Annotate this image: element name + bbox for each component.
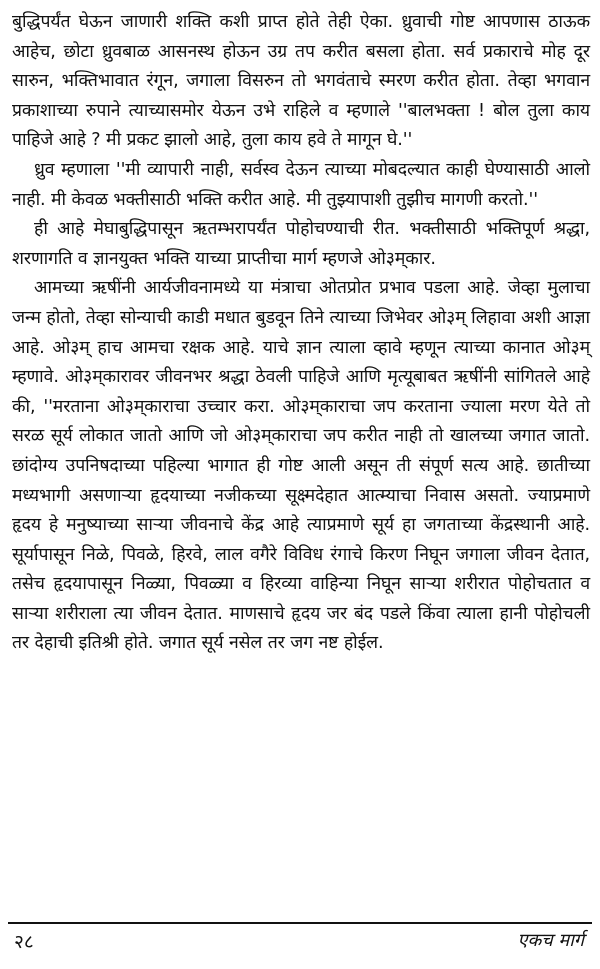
page-number: २८: [14, 931, 34, 953]
page-body: [12, 8, 590, 659]
paragraph-1: बुद्धिपर्यंत घेऊन जाणारी शक्ति कशी प्राप्त होते तेही ऐका. ध्रुवाची गोष्ट आपणास ठाऊक आहेच, छोटा ध्रुवबाळ आसनस्थ होऊन उग्र तप करीत बसला होता. सर्व प्रकाराचे मोह दूर सारुन, भक्तिभावात रंगून, जगाला विसरुन तो भगवंताचे स्मरण करीत होता. तेव्हा भगवान प्रकाशाच्या रुपाने त्याच्यासमोर येऊन उभे राहिले व म्हणाले ''बालभक्ता ! बोल तुला काय पाहिजे आहे ? मी प्रकट झालो आहे, तुला काय हवे ते मागून घे.'': [12, 12, 590, 151]
paragraph-3: ही आहे मेघाबुद्धिपासून ऋतम्भरापर्यंत पोहोचण्याची रीत. भक्तीसाठी भक्तिपूर्ण श्रद्धा, शरणागति व ज्ञानयुक्त भक्ति याच्या प्राप्तीचा मार्ग म्हणजे ओ३म्‌कार.: [12, 219, 590, 269]
paragraph-4: आमच्या ऋषींनी आर्यजीवनामध्ये या मंत्राचा ओतप्रोत प्रभाव पडला आहे. जेव्हा मुलाचा जन्म होतो, तेव्हा सोन्याची काडी मधात बुडवून तिने त्याच्या जिभेवर ओ३म्‌ लिहावा अशी आज्ञा आहे. ओ३म्‌ हाच आमचा रक्षक आहे. याचे ज्ञान त्याला व्हावे म्हणून त्याच्या कानात ओ३म्‌ म्हणावे. ओ३म्‌कारावर जीवनभर श्रद्धा ठेवली पाहिजे आणि मृत्यूबाबत ऋषींनी सांगितले आहे की, ''मरताना ओ३म्‌काराचा उच्चार करा. ओ३म्‌काराचा जप करताना ज्याला मरण येते तो सरळ सूर्य लोकात जातो आणि जो ओ३म्‌काराचा जप करीत नाही तो खालच्या जगात जातो. छांदोग्य उपनिषदाच्या पहिल्या भागात ही गोष्ट आली असून ती संपूर्ण सत्य आहे. छातीच्या मध्यभागी असणाऱ्या हृदयाच्या नजीकच्या सूक्ष्मदेहात आत्म्याचा निवास असतो. ज्याप्रमाणे हृदय हे मनुष्याच्या साऱ्या जीवनाचे केंद्र आहे त्याप्रमाणे सूर्य हा जगताच्या केंद्रस्थानी आहे. सूर्यापासून निळे, पिवळे, हिरवे, लाल वगैरे विविध रंगाचे किरण निघून जगाला जीवन देतात, तसेच हृदयापासून निळ्या, पिवळ्या व हिरव्या वाहिन्या निघून साऱ्या शरीरात पोहोचतात व साऱ्या शरीराला त्या जीवन देतात. माणसाचे हृदय जर बंद पडले किंवा त्याला हानी पोहोचली तर देहाची इतिश्री होते. जगात सूर्य नसेल तर जग नष्ट होईल.: [12, 278, 590, 654]
footer-divider: [8, 922, 592, 924]
paragraph-2: ध्रुव म्हणाला ''मी व्यापारी नाही, सर्वस्व देऊन त्याच्या मोबदल्यात काही घेण्यासाठी आलो नाही. मी केवळ भक्तीसाठी भक्ति करीत आहे. मी तुझ्यापाशी तुझीच मागणी करतो.'': [12, 159, 590, 210]
running-title: एकच मार्ग: [517, 930, 584, 951]
